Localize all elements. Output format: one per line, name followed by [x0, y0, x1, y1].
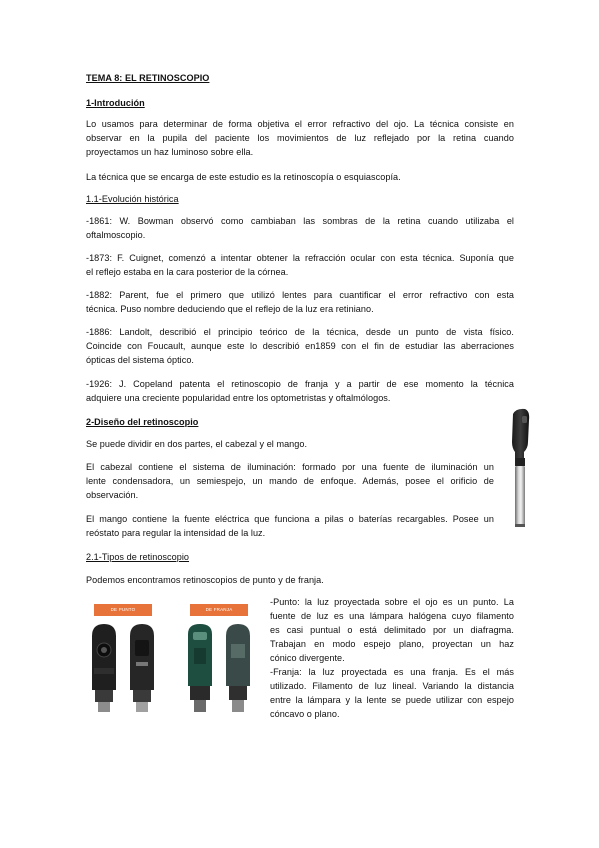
text-line: reóstato para regular la intensidad de la luz.: [86, 528, 266, 538]
design-head-paragraph: [86, 460, 494, 502]
text-line: Coincide con Foucault, aunque este lo describió en1859 con el fin de estudiar las aberraciones: [86, 341, 514, 351]
text-line: el reflejo estaba en la cara posterior de la córnea.: [86, 267, 289, 277]
types-franja-paragraph: [270, 665, 514, 721]
text-line: lente condensadora, un semiespejo, un mando de enfoque. Además, posee el orificio de: [86, 476, 494, 486]
text-line: observación.: [86, 490, 139, 500]
text-line: técnica. Puso nombre deduciendo que el reflejo de la luz era retiniano.: [86, 304, 374, 314]
document-title: TEMA 8: EL RETINOSCOPIO: [86, 73, 210, 83]
text-line: oftalmoscopio.: [86, 230, 146, 240]
text-line: utilizado. Filamento de luz lineal. Variando la distancia: [270, 681, 514, 691]
text-line: -1882: Parent, fue el primero que utilizó lentes para cuantificar el error refractivo con esta: [86, 290, 514, 300]
history-1873: [86, 251, 514, 279]
text-line: cóncavo o plano.: [270, 709, 340, 719]
text-line: cónico divergente.: [270, 653, 345, 663]
intro-paragraph: [86, 117, 514, 159]
section-heading-types: 2.1-Tipos de retinoscopio: [86, 552, 190, 562]
text-line: Trabajan en modo espejo plano, proyectan un haz: [270, 639, 514, 649]
text-line: El mango contiene la fuente eléctrica que funciona a pilas o baterías recargables. Posee un: [86, 514, 494, 524]
text-line: ópticas del sistema óptico.: [86, 355, 195, 365]
text-line: observar en la pupila del paciente los movimientos de luz reflejado por la retina cuando: [86, 133, 514, 143]
text-line: -1873: F. Cuignet, comenzó a intentar obtener la refracción ocular con esta técnica. Suponía que: [86, 253, 514, 263]
text-line: fuente de luz es una lámpara halógena cuyo filamento: [270, 611, 514, 621]
intro-technique-paragraph: La técnica que se encarga de este estudio es la retinoscopía o esquiascopía.: [86, 172, 401, 182]
text-line: es casi puntual o está delimitado por un diafragma.: [270, 625, 514, 635]
section-heading-history: 1.1-Evolución histórica: [86, 194, 179, 204]
retinoscope-heads-image: [86, 620, 264, 718]
section-heading-introduction: 1-Introdución: [86, 98, 145, 108]
types-punto-paragraph: [270, 595, 514, 665]
types-intro: Podemos encontramos retinoscopios de punto y de franja.: [86, 575, 324, 585]
text-line: adquiere una creciente popularidad entre los optometristas y oftalmólogos.: [86, 393, 391, 403]
design-intro: Se puede dividir en dos partes, el cabezal y el mango.: [86, 439, 308, 449]
history-1882: [86, 288, 514, 316]
text-line: proyectamos un haz luminoso sobre ella.: [86, 147, 254, 157]
text-line: Lo usamos para determinar de forma objetiva el error refractivo del ojo. La técnica consiste en: [86, 119, 514, 129]
design-handle-paragraph: [86, 512, 494, 540]
retinoscope-types-photo: [86, 596, 264, 718]
text-line: -1886: Landolt, describió el principio teórico de la técnica, desde un punto de vista físico.: [86, 327, 514, 337]
tag-franja: DE FRANJA: [190, 604, 248, 616]
section-heading-design: 2-Diseño del retinoscopio: [86, 417, 199, 427]
text-line: -1926: J. Copeland patenta el retinoscopio de franja y a partir de ese momento la técnica: [86, 379, 514, 389]
text-line: El cabezal contiene el sistema de iluminación: formado por una fuente de iluminación un: [86, 462, 494, 472]
retinoscope-illustration: [508, 408, 532, 528]
text-line: -Franja: la luz proyectada es una franja. Es el más: [270, 667, 514, 677]
tag-punto: DE PUNTO: [94, 604, 152, 616]
history-1861: [86, 214, 514, 242]
history-1926: [86, 377, 514, 405]
text-line: -Punto: la luz proyectada sobre el ojo es un punto. La: [270, 597, 514, 607]
history-1886: [86, 325, 514, 367]
text-line: entre la lámpara y la lente se puede utilizar con espejo: [270, 695, 514, 705]
text-line: -1861: W. Bowman observó como cambiaban las sombras de la retina cuando utilizaba el: [86, 216, 514, 226]
